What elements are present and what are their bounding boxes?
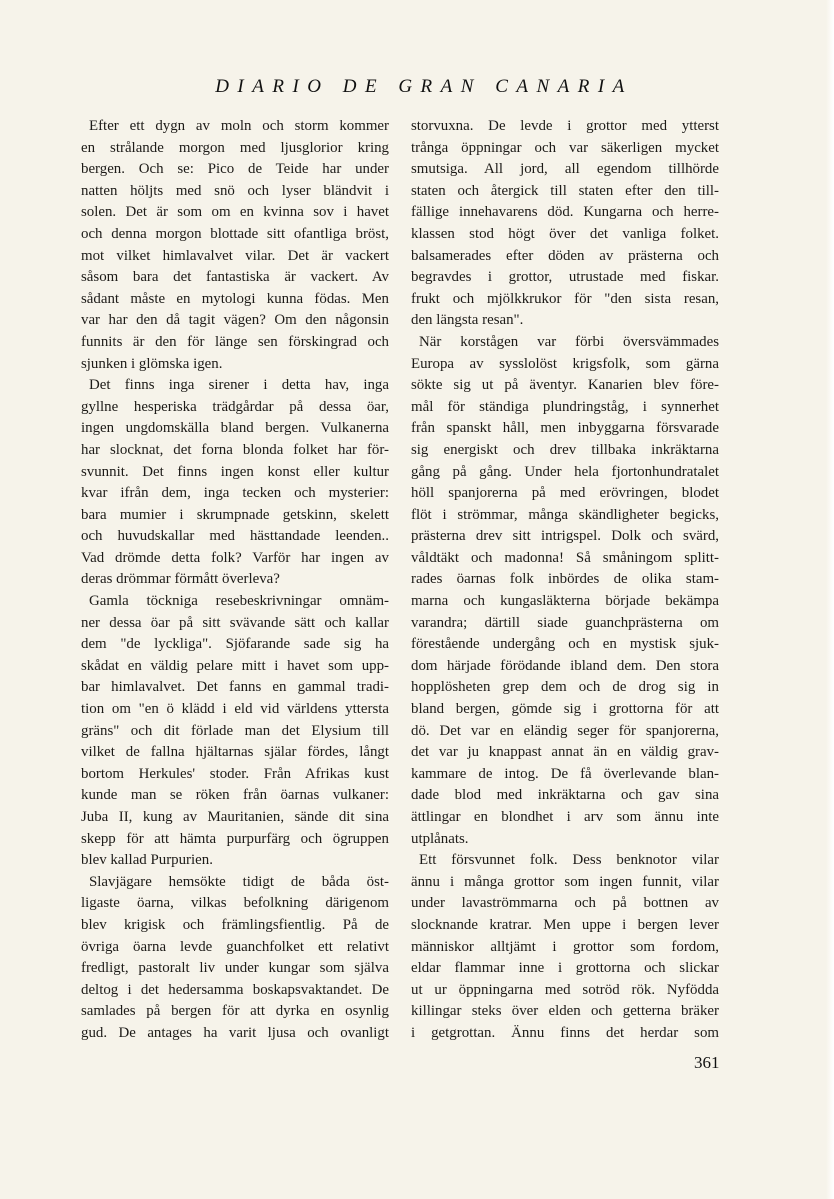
text-line: blev kallad Purpurien. xyxy=(81,852,213,869)
text-line: Slavjägare hemsökte tidigt de båda öst- xyxy=(89,873,389,890)
text-line: övriga öarna levde guanchfolket ett relativt xyxy=(81,938,389,955)
text-line: under lavaströmmarna och på bottnen av xyxy=(411,895,719,912)
text-line: slocknande kratrar. Men uppe i bergen lever xyxy=(411,916,719,933)
text-line: förestående undergång och en mystisk sjuk- xyxy=(411,636,719,653)
text-line: i getgrottan. Ännu finns det herdar som xyxy=(411,1024,719,1041)
text-line: bergen. Och se: Pico de Teide har under xyxy=(81,161,389,178)
text-line: flöt i strömmar, många skändligheter begicks, xyxy=(411,506,719,523)
text-line: Vad drömde detta folk? Varför har ingen av xyxy=(81,549,389,566)
text-line: det var ju knappast annat än en väldig grav- xyxy=(411,744,719,761)
text-line: deras drömmar förmått överleva? xyxy=(81,571,280,588)
text-line: rades öarnas folk inbördes de olika stam- xyxy=(411,571,719,588)
text-line: mot vilket himlavalvet vilar. Det är vackert xyxy=(81,247,389,264)
text-line: varandra; därtill siade guanchprästerna om xyxy=(411,614,719,631)
text-line: När korstågen var förbi översvämmades xyxy=(419,333,719,350)
text-line: kunde man se röken från öarnas vulkaner: xyxy=(81,787,389,804)
text-line: kammare de intog. De få överlevande blan- xyxy=(411,765,719,782)
text-line: gyllne hesperiska trädgårdar på dessa öar, xyxy=(81,398,389,415)
text-line: dö. Det var en eländig seger för spanjorerna, xyxy=(411,722,719,739)
text-line: killingar steks över elden och getterna bräker xyxy=(411,1003,719,1020)
text-line: ner dessa öar på sitt svävande sätt och kallar xyxy=(81,614,389,631)
text-line: smutsiga. All jord, all egendom tillhörde xyxy=(411,161,719,178)
text-line: Gamla töckniga resebeskrivningar omnäm- xyxy=(89,593,389,610)
text-line: Efter ett dygn av moln och storm kommer xyxy=(89,118,389,134)
page-number: 361 xyxy=(694,1053,720,1072)
text-line: bara mumier i skrumpnade getskinn, skelett xyxy=(81,506,389,523)
text-line: storvuxna. De levde i grottor med ytterst xyxy=(411,118,719,134)
page-edge xyxy=(826,0,834,1199)
text-line: trånga öppningar och var säkerligen mycket xyxy=(411,139,719,156)
text-line: skepp för att hämta purpurfärg och ögruppen xyxy=(81,830,389,847)
text-line: kvar ifrån dem, inga tecken och mysterier: xyxy=(81,485,389,502)
text-line: ingen ungdomskälla bland bergen. Vulkanerna xyxy=(81,420,389,437)
text-line: höll spanjorerna på med erövringen, blodet xyxy=(411,485,719,502)
text-line: bland bergen, gömde sig i grottorna för att xyxy=(411,701,719,718)
text-line: gräns" och dit förlade man det Elysium till xyxy=(81,722,389,739)
text-line: skådat en väldig pelare mitt i havet som upp- xyxy=(81,657,389,674)
text-line: gång på gång. Under hela fjortonhundratalet xyxy=(411,463,719,480)
text-line: hopplösheten grep dem och de drog sig in xyxy=(411,679,719,696)
text-line: bortom Herkules' stoder. Från Afrikas kust xyxy=(81,765,389,782)
text-line: Europa av sysslolöst krigsfolk, som gärna xyxy=(411,355,719,372)
text-line: gud. De antages ha varit ljusa och ovanligt xyxy=(81,1024,389,1041)
text-line: och huvudskallar med hästtandade leenden.. xyxy=(81,528,389,545)
text-line: sjunken i glömska igen. xyxy=(81,355,223,372)
text-line: människor alltjämt i grottor som fordom, xyxy=(411,938,719,955)
text-line: ut ur öppningarna med sotröd rök. Nyfödda xyxy=(411,981,719,998)
text-line: har slocknat, det forna blonda folket har för- xyxy=(81,441,389,458)
text-line: och denna morgon blottade sitt ofantliga bröst, xyxy=(81,225,389,242)
text-line: marna och kungasläkterna började bekämpa xyxy=(411,593,719,610)
text-line: sig energiskt och drev tillbaka inkräktarna xyxy=(411,441,719,458)
text-line: deltog i det hedersamma boskapsvaktandet. De xyxy=(81,981,389,998)
text-line: funnits är den för länge sen förskingrad och xyxy=(81,333,389,350)
text-line: ligaste öarna, vilkas befolkning därigenom xyxy=(81,895,389,912)
text-line: Det finns inga sirener i detta hav, inga xyxy=(89,377,389,394)
text-line: natten höljts med snö och lyser bländvit i xyxy=(81,182,389,199)
text-line: från spanskt håll, men inbyggarna försvarade xyxy=(411,420,719,437)
text-line: bar himlavalvet. Det fanns en gammal tradi- xyxy=(81,679,389,696)
text-line: en strålande morgon med ljusglorior kring xyxy=(81,139,389,156)
text-line: begravdes i grottor, utrustade med fiskar. xyxy=(411,269,719,286)
text-line: solen. Det är som om en kvinna sov i havet xyxy=(81,204,389,221)
text-line: svunnit. Det finns ingen konst eller kultur xyxy=(81,463,389,480)
text-line: sökte sig ut på äventyr. Kanarien blev före- xyxy=(411,377,719,394)
running-head: DIARIO DE GRAN CANARIA xyxy=(215,76,633,97)
text-line: fällige innehavarens död. Kungarna och herre- xyxy=(411,204,719,221)
text-line: sådant måste en mytologi kunna födas. Men xyxy=(81,290,389,307)
text-line: frukt och mjölkkrukor för "den sista resan, xyxy=(411,290,719,307)
left-column xyxy=(81,116,389,1045)
text-line: Ett försvunnet folk. Dess benknotor vilar xyxy=(419,852,719,869)
text-line: klassen stod högt över det vanliga folket. xyxy=(411,225,719,242)
text-line: var har den då tagit vägen? Om den någonsin xyxy=(81,312,389,329)
text-line: samlades på bergen för att dyrka en osynlig xyxy=(81,1003,389,1020)
text-line: prästerna drev sitt intrigspel. Dolk och svärd, xyxy=(411,528,719,545)
right-column xyxy=(411,116,719,1045)
text-line: den längsta resan". xyxy=(411,312,524,329)
text-line: eldar flammar inne i grottorna och slickar xyxy=(411,960,719,977)
text-line: Juba II, kung av Mauritanien, sände dit sina xyxy=(81,809,389,825)
text-line: vilket de fallna hjältarnas själar fördes, långt xyxy=(81,744,389,761)
text-line: dem "de lyckliga". Sjöfarande sade sig ha xyxy=(81,636,389,653)
text-line: ännu i många grottor som ingen funnit, vilar xyxy=(411,873,719,890)
text-line: dom härjade förödande ibland dem. Den stora xyxy=(411,657,719,674)
text-line: utplånats. xyxy=(411,830,469,847)
text-line: mål för ständiga plundringståg, i synnerhet xyxy=(411,398,719,415)
text-line: våldtäkt och madonna! Så småningom splitt- xyxy=(411,549,719,566)
text-line: fredligt, pastoralt liv under kungar som själva xyxy=(81,960,389,977)
text-line: dade blod med inkräktarna och gav sina xyxy=(411,787,719,804)
text-line: tion om "en ö klädd i eld vid världens yttersta xyxy=(81,701,389,718)
text-line: staten och återgick till staten efter den till- xyxy=(411,182,719,199)
text-line: balsamerades efter döden av prästerna och xyxy=(411,247,719,264)
text-line: såsom bara det fantastiska är vackert. Av xyxy=(81,269,389,286)
text-line: blev krigisk och främlingsfientlig. På de xyxy=(81,916,389,933)
text-line: ättlingar en blondhet i arv som ännu inte xyxy=(411,809,719,825)
